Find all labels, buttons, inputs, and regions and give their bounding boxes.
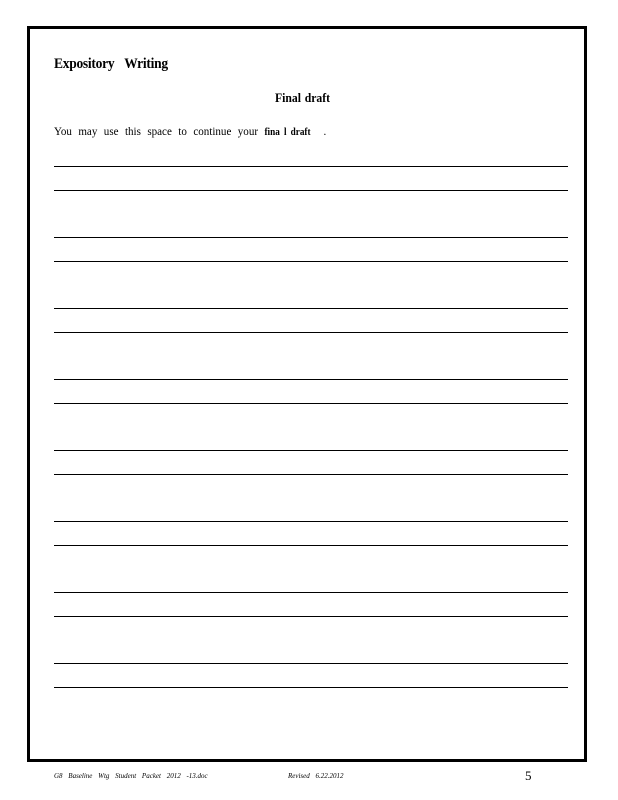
document-heading xyxy=(54,56,168,73)
writing-line xyxy=(54,332,568,333)
instruction-body: You may use this space to continue your xyxy=(54,124,259,138)
writing-line xyxy=(54,190,568,191)
heading-word-writing: Writing xyxy=(124,56,168,72)
page-number: 5 xyxy=(525,768,532,783)
writing-line xyxy=(54,687,568,688)
footer-revised-date: Revised 6.22.2012 xyxy=(288,772,344,780)
writing-line xyxy=(54,545,568,546)
writing-line xyxy=(54,261,568,262)
instruction-text xyxy=(54,124,326,139)
writing-line xyxy=(54,663,568,664)
subheading-word-final: Final xyxy=(275,90,302,105)
writing-line xyxy=(54,521,568,522)
writing-line xyxy=(54,474,568,475)
writing-line xyxy=(54,592,568,593)
instruction-end: . xyxy=(323,124,327,138)
writing-line xyxy=(54,450,568,451)
writing-line xyxy=(54,166,568,167)
instruction-emphasis: fina l draft xyxy=(264,127,311,138)
section-subheading xyxy=(275,90,330,106)
subheading-word-draft: draft xyxy=(304,90,331,105)
footer-filename: G8 Baseline Wtg Student Packet 2012 -13.doc xyxy=(54,772,208,780)
writing-line xyxy=(54,308,568,309)
heading-word-expository: Expository xyxy=(54,56,115,72)
writing-line xyxy=(54,379,568,380)
writing-line xyxy=(54,237,568,238)
writing-line xyxy=(54,403,568,404)
writing-line xyxy=(54,616,568,617)
